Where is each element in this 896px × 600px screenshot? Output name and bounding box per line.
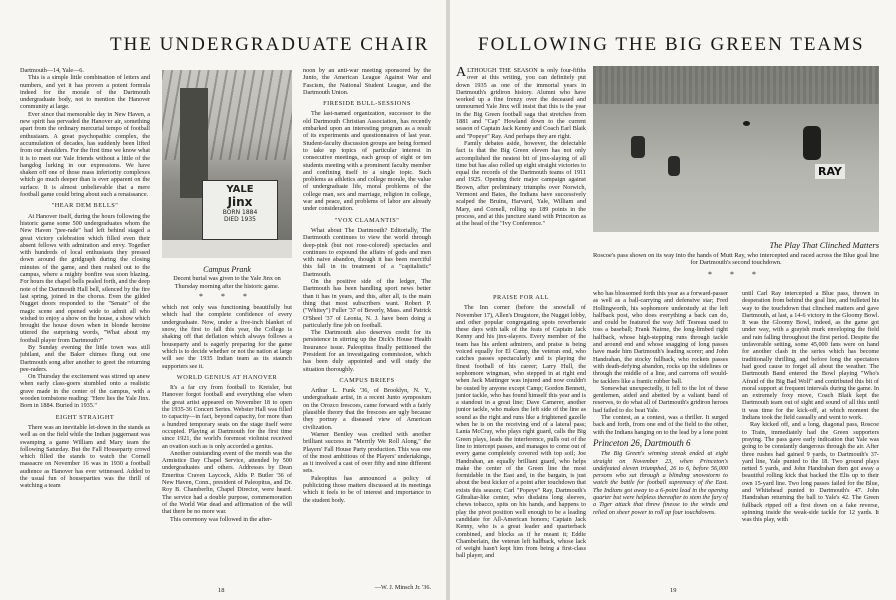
crowd-stands-shape xyxy=(593,66,879,104)
paragraph-text: By Sunday evening the little town was still jubilant, and the Baker chimes flung out one Dartmouth song after another to greet the returning pee-raders. xyxy=(20,343,150,373)
paragraph xyxy=(303,329,431,373)
paragraph xyxy=(303,110,431,212)
paragraph xyxy=(456,140,586,228)
paragraph xyxy=(162,450,292,516)
paragraph xyxy=(162,516,292,523)
left-column-1 xyxy=(20,67,150,587)
section-subheading: WORLD GENIUS AT HANOVER xyxy=(176,373,278,381)
right-page-number: 19 xyxy=(670,587,677,594)
paragraph xyxy=(593,414,728,436)
paragraph-text: Paleopitus has announced a policy of publicizing those matters discussed at its meetings which it feels to be of interest and importance to the student body. xyxy=(303,474,431,504)
paragraph-text: until Carl Ray intercepted a Blue pass, thrown in desperation from behind the goal line, and bulleted his way to the touchdown that clinched matters and gave Dartmouth, at last, a 14-6 victory in the Gloomy Bowl. It was the Gloomy Bowl, indeed, as the game got under way, with a grayish murk enveloping the field and rain falling throughout the first period. Despite the unfavorable setting, some 45,000 fans were on hand for another clash in the series which has become traditionally thrilling, and before long the spectators had good cause to forget all about the weather. The Dartmouth Band entered the Bowl playing "Who's Afraid of the Big Bad Wolf" and contributed this bit of moral support at frequent intervals during the game. In an extremely foxy move, Coach Blaik kept the Dartmouth team out of sight and sound of all this until it was time for the kick-off, at which moment the Indians took the field casually and went to work. xyxy=(742,290,879,422)
paragraph-text: Another outstanding event of the month was the Armistice Day Chapel Service, attended by 500 undergraduates and others. Addresses by Dean Emeritus Craven Laycock, Aldis P. Butler '36 of New Haven, Conn., president of Paleopitus, and Dr. Roy B. Chamberlin, Chapel Director, were heard. The service had a double purpose, commemoration of the World War dead and affirmation of the will that there be no more war. xyxy=(162,449,292,516)
paragraph xyxy=(20,111,150,199)
left-page xyxy=(0,0,446,600)
left-page-number: 18 xyxy=(218,587,225,594)
paragraph-text: LTHOUGH THE SEASON is only four-fifths over at this writing, you can definitely put down 1935 as one of the immortal years in Dartmouth's gridiron history. Alumni who have worked up a fine frenzy over the deceased and unmourned Yale Jinx will insist that this is the year in the Big Green football saga that stretches from 1881 and "Cap" Howland down to the current season of Captain Jack Kenny and Coach Earl Blaik and "Popeye" Ray. And perhaps they are right. xyxy=(456,67,586,140)
left-column-2 xyxy=(162,262,292,587)
right-headline: FOLLOWING THE BIG GREEN TEAMS xyxy=(478,34,865,55)
paragraph-text: At Hanover itself, during the hours following the historic game some 500 undergraduates whom the New Haven "pee-rade" had left behind staged a great victory celebration which filled even their absent fellows with admiration and envy. Together with hundreds of local enthusiasts they pressed down around the gridgraph during the closing minutes of the game, and then rushed out to the campus, where a mighty bonfire was soon blazing. For hours the chapel bells pealed forth, and the deep note of the Dartmouth Hall bell, silenced by the fire last spring, joined in the chorus. Even the gilded Nugget doors responded to the "Senate" of the magic scene and opened wide to admit all who wished to enjoy a show on the house, a show which brought the house down when in blonde heroine uttered the surprising words, "What about my football player from Dartmouth?" xyxy=(20,212,150,344)
paragraph-text: Dartmouth—14, Yale—6. xyxy=(20,67,84,74)
tombstone-sign xyxy=(202,180,278,240)
player-shape xyxy=(668,156,680,176)
author-signature: —W. J. Minsch Jr. '36. xyxy=(374,584,431,591)
right-column-2 xyxy=(593,290,728,590)
paragraph-text: noon by an anti-war meeting sponsored by the Junto, the American League Against War and Fascism, the National Student League, and the Dartmouth Union. xyxy=(303,67,431,96)
section-subheading: CAMPUS BRIEFS xyxy=(339,376,395,384)
campus-prank-caption: Campus Prank xyxy=(203,265,251,274)
paragraph xyxy=(162,304,292,370)
sign-line-2: Jinx xyxy=(227,195,253,209)
paragraph-text: There was an inevitable let-down in the stands as well as on the field while the Indian juggernaut was swamping a game William and Mary team the following Saturday. But the Fall Houseparty crowd which filled the stands to watch the Cornell massacre on November 16 was in 1930 a football audience as Hanover has ever witnessed. Added to the usual fun of houseparties was the thrill of watching a team xyxy=(20,423,150,490)
play-subcaption: Roscoe's pass shown on its way into the hands of Mutt Ray, who intercepted and raced across the Blue goal line for Dartmouth's second touchdown. xyxy=(593,252,879,267)
section-subheading: EIGHT STRAIGHT xyxy=(55,413,115,421)
paragraph-text: On the positive side of the ledger, The Dartmouth has been handling sport news better than it has in years, and this, after all, is the main thing that most subscribers want. Robert P. ("Whitey") Fuller '37 of Beverly, Mass. and Patrick O'Sheel '37 of Leonia, N. J. have been doing a particularly fine job on football. xyxy=(303,278,431,329)
paragraph-text: What about The Dartmouth? Editorially, The Dartmouth continues to view the world through deep-pink (but not rose-colored) spectacles and continues to expound the affairs of gods and men with naive abandon, though it has been merciful this fall in its treatment of a "capitalistic" Dartmouth. xyxy=(303,226,431,278)
paragraph xyxy=(593,290,728,385)
paragraph xyxy=(20,213,150,344)
paragraph-text: Ray kicked off, and a long, diagonal pass, Roscoe to Train, immediately had the Green supporters praying. The pass gave early indication that Yale was going to be constantly dangerous through the air. After three rushes had gained 9 yards, to Dartmouth's 37-yard line, Yale punted to the 18. Two ground plays netted 5 yards, and John Handrahan then got away a beautiful rolling kick that backed the Elis up to their own 15-yard line. Two long passes failed for the Blue, and Whitehead punted to Dartmouth's 47. John Handrahan returning the ball to Yale's 42. The Green fullback ripped off a first down on a fake reverse, spinning inside the weak-side tackle for 12 yards. It was this play, with xyxy=(742,421,879,524)
campus-prank-photo xyxy=(162,70,292,258)
paragraph-text: This ceremony was followed in the after- xyxy=(170,515,272,523)
section-subheading: "VOX CLAMANTIS" xyxy=(334,216,400,224)
paragraph xyxy=(742,421,879,523)
paragraph-text: The last-named organization, successor to the old Dartmouth Christian Association, has recently embarked upon an interesting program as a result of its experiments and questionnaires of last year. Student-faculty discussion groups are being formed to take up topics of particular interest in consecutive meetings, each group of eight or ten students meeting with a prominent faculty member and confining itself to a single topic. Such problems as athletics and college morale, the value of undergraduate life, moral problems of the college man, sex and marriage, religion in college, war and peace, and problems of labor are already under consideration. xyxy=(303,110,431,213)
paragraph xyxy=(20,344,150,373)
paragraph xyxy=(456,67,586,140)
sign-line-3: BORN 1884 xyxy=(222,209,258,216)
right-column-1-lower xyxy=(456,290,586,590)
paragraph-text: This is a simple little combination of letters and numbers, and yet it has proven a potent formula indeed for the morale of the Dartmouth undergraduate body, not to mention the Hanover community at large. xyxy=(20,74,150,111)
play-caption: The Play That Clinched Matters xyxy=(769,240,879,250)
player-ray-shape xyxy=(803,126,821,160)
paragraph-text: The Big Green's winning streak ended at eight straight on November 23, when Princeton's undefeated eleven triumphed, 26 to 6, before 56,000 persons who sat through a blinding snowstorm to watch the battle for football supremacy of the East. The Indians got away to a 6-point lead in the opening quarter but were helpless thereafter to stem the fury of a Tiger attack that threw finesse to the winds and relied on sheer power to roll up four touchdowns. xyxy=(593,450,728,516)
paragraph xyxy=(303,227,431,278)
paragraph xyxy=(456,304,586,559)
drop-cap: A xyxy=(456,67,467,80)
paragraph xyxy=(20,373,150,409)
campus-prank-subcaption: Decent burial was given to the Yale Jinx on Thursday morning after the historic game. xyxy=(173,275,281,290)
paragraph xyxy=(742,290,879,421)
paragraph-text: which not only was functioning beautifully but which had the complete confidence of every undergraduate. Now, under a five-inch blanket of snow, the first to fall this year, the College is shaking off that deflation which always follows a houseparty and is eagerly preparing for the game which is to decide whether or not the nation at large will see the 1935 Indian team as its staunch supporters see it. xyxy=(162,304,292,370)
section-divider-stars: * * * xyxy=(199,291,255,301)
paragraph-text: Arthur L. Funk '36, of Brooklyn, N. Y., undergraduate artist, in a recent Junto symposium on the Orozco frescoes, came forward with a fairly plausible theory that the frescoes are ugly because they portray a diseased view of American civilization. xyxy=(303,387,431,431)
paragraph xyxy=(303,278,431,329)
paragraph-text: Ever since that memorable day in New Haven, a new spirit has pervaded the Hanover air, something apart from the ordinary mercurial tempo of football enthusiasm. A great psychopathic complex, the accumulation of decades, has suddenly been lifted from our shoulders. For the first time we know what it is to meet our Yale friends without a little of the hangdog lurking in our expressions. We have shaken off one of those mass inferiority complexes which go much deeper than is ever apparent on the surface. It is almost unbelievable that a mere football game could bring about such a renaissance. xyxy=(20,110,150,199)
paragraph xyxy=(20,74,150,110)
football-play-photo xyxy=(593,66,879,232)
paragraph-text: Warner Bentley was credited with another brilliant success in "Merrily We Roll Along," the Players' Fall House Party production. This was one of the most ambitious of the Players' undertakings, as it involved a cast of over fifty and nine different sets. xyxy=(303,430,431,475)
paragraph xyxy=(593,450,728,516)
right-page xyxy=(450,0,896,600)
paragraph-text: It's a far cry from football to Kreisler, but Hanover forgot football and everything else when the great artist appeared on November 18 to open the 1935-36 Concert Series. Webster Hall was filled to capacity—in fact, beyond capacity, for more than a hundred temporary seats on the stage itself were occupied. Playing at Dartmouth for the first time since 1921, the world's foremost violinist received an ovation such as is only accorded a genius. xyxy=(162,384,292,450)
paragraph xyxy=(303,475,431,504)
paragraph-text: Somewhat unexpectedly, it fell to the lot of these gentlemen, aided and abetted by a valiant band of reserves, to do what all of Dartmouth's gridiron heroes had failed to do: beat Yale. xyxy=(593,384,728,414)
section-subheading: FIRESIDE BULL-SESSIONS xyxy=(323,100,411,108)
section-divider-stars-right: * * * xyxy=(708,269,764,279)
paragraph xyxy=(303,67,431,96)
player-shape xyxy=(631,136,645,158)
sign-line-1: YALE xyxy=(226,184,254,195)
football-shape xyxy=(743,121,750,126)
paragraph xyxy=(303,387,431,431)
score-subheading: Princeton 26, Dartmouth 6 xyxy=(593,437,691,448)
paragraph-text: The Inn corner (before the snowfall of November 17), Allen's Drugstore, the Nugget lobby, and other popular congregating spots reverberate these days with talk of the feats of Captain Jack Kenny and his jinx-slayers. Every member of the team has his ardent admirers, and praise is being voiced equally for El Camp, the veteran end, who catches passes spectacularly and is playing the finest football of his career; Larry Hull, the sophomore wingman, who stepped in at right end when Jack Mattinger was injured and now couldn't be ousted by anyone except Camp; Gordon Bennett, junior tackle, who has found himself this year and is a standout in a great line; Dave Camerer, another junior tackle, who makes the left side of the line as sound as the right and runs like a frightened gazelle when he is on the receiving end of a lateral pass; Lanta McCray, who plays right guard, calls the Big Green plays, leads the interference, pulls out of the line to intercept passes, and manages to come out of every game completely covered with top soil; Joe Handrahan, an equally brilliant guard, who helps make the center of the Green line the most formidable in the East and, in the bargain, is just about the best kicker of a point after touchdown that exists this season; Carl "Popeye" Ray, Dartmouth's Gibraltar-like center, who disdains long sleeves, chews tobacco, spits on his hands, and happens to play the pivot position well enough to be a leading candidate for All-American honors; Captain Jack Kenny, who is a great leader and quarterback combined, and blocks as if he meant it; Eddie Chamberlain, the veteran left halfback, whose lack of weight hasn't kept him from being a first-class ball player, and xyxy=(456,304,586,560)
paragraph xyxy=(303,431,431,475)
left-column-3 xyxy=(303,67,431,581)
section-subheading: PRAISE FOR ALL xyxy=(493,294,549,301)
right-column-3 xyxy=(742,290,879,590)
ray-label: RAY xyxy=(815,164,845,179)
snow-ground-shape xyxy=(162,240,292,258)
paragraph xyxy=(593,385,728,414)
paragraph-text: who has blossomed forth this year as a forward-passer as well as a ball-carrying and defensive star; Fred Hollingworth, his sophomore understudy at the left halfback post, who does everything a back can do, and could be featured the way Jeff Tesreau used to toss a baseball; Frank Nairne, the long-limbed right halfback, whose high-stepping runs through tackle and around end and whose snagging of long passes have made him Dartmouth's leading scorer; and John Handrahan, the stocky fullback, who rockets passes with death-defying abandon, rocks up the sidelines or through the middle of a line, and carroms off would-be tacklers like a frantic rubber ball. xyxy=(593,290,728,385)
paragraph-text: The Dartmouth also deserves credit for its persistence in stirring up the Dick's House Health Insurance issue. Paleopitus finally petitioned the President for an investigating commission, which has been duly appointed and will study the situation thoroughly. xyxy=(303,329,431,373)
paragraph-text: The contest, as a contest, was a thriller. It surged back and forth, from one end of the field to the other, with the Indians hanging on to the lead by a lone point xyxy=(593,414,728,436)
photo-caption-block xyxy=(593,236,879,283)
left-headline: THE UNDERGRADUATE CHAIR xyxy=(110,34,430,55)
section-subheading: "HEAR DEM BELLS" xyxy=(51,202,119,210)
paragraph-text: On Thursday the excitement was stirred up anew when early class-goers stumbled onto a realistic grave made in the center of the campus, with a wooden tombstone reading: "Here lies the Yale Jinx. Born in 1884. Buried in 1935." xyxy=(20,373,150,410)
paragraph xyxy=(20,67,150,74)
sign-line-4: DIED 1935 xyxy=(224,216,256,223)
paragraph xyxy=(20,424,150,490)
paragraph-text: Family debates aside, however, the delectable fact is that the Big Green eleven has not only accomplished the neatest bit of jinx-slaying of all time but has also rolled up eight straight victories to equal the records of the Dartmouth teams of 1911 and 1925. Opening their major campaign against Brown, after preliminary triumphs over Norwich, Vermont and Bates, the Indians have successively scalped the Bruins, Harvard, Yale, William and Mary, and Cornell, rolling up 189 points in the process, and at this juncture stand with Princeton as at the head of the "Ivy Conference." xyxy=(456,139,586,228)
paragraph xyxy=(162,384,292,450)
